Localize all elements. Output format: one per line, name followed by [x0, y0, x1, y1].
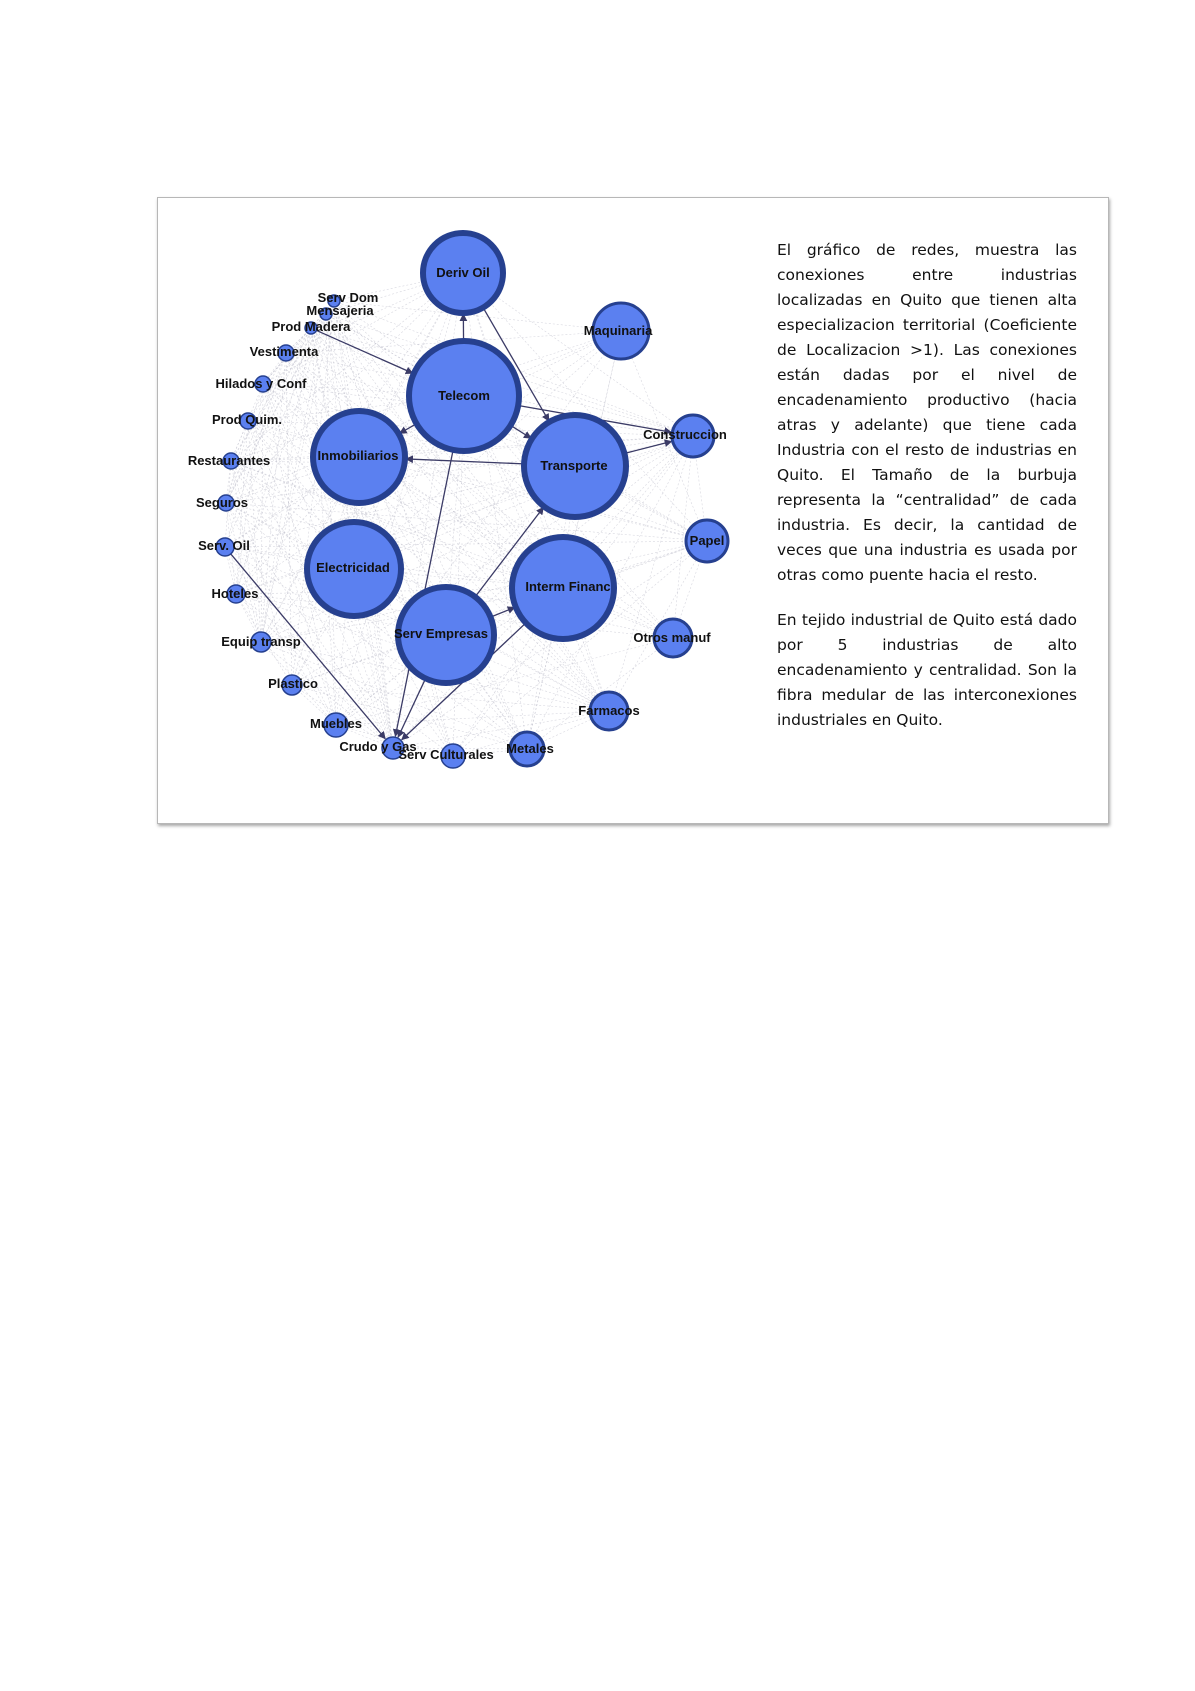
node-label-metales: Metales — [506, 741, 554, 756]
edge-seguros-equip_transp — [226, 503, 261, 642]
strong-edge-transporte-construccion — [624, 441, 671, 453]
node-label-farmacos: Farmacos — [578, 703, 640, 718]
node-label-serv_culturales: Serv Culturales — [398, 747, 494, 762]
node-label-papel: Papel — [689, 533, 725, 548]
description-paragraph-1: El gráfico de redes, muestra las conexiones entre industrias localizadas en Quito que tienen alta especializacion territorial (Coeficiente de Localizacion >1). Las conexiones están dadas por el nivel de encadenamiento productivo (hacia atras y adelante) que tiene cada Industria con el resto de industrias en Quito. El Tamaño de la burbuja representa la “centralidad” de cada industria. Es decir, la cantidad de veces que una industria es usada por otras como puente hacia el resto. — [777, 241, 1077, 584]
strong-edge-telecom-transporte — [511, 425, 531, 438]
node-label-plastico: Plastico — [268, 676, 318, 691]
strong-edge-transporte-inmobiliarios — [406, 459, 524, 464]
figure-card — [157, 197, 1109, 824]
node-label-seguros: Seguros — [195, 495, 249, 510]
description-text — [777, 238, 1077, 753]
node-label-construccion: Construccion — [643, 427, 727, 442]
description-paragraph-2: En tejido industrial de Quito está dado por 5 industrias de alto encadenamiento y centralidad. Son la fibra medular de las interconexiones industriales en Quito. — [777, 611, 1077, 729]
node-label-interm_financ: Interm Financ — [525, 579, 611, 594]
node-label-hoteles: Hoteles — [211, 586, 259, 601]
node-label-restaurantes: Restaurantes — [187, 453, 271, 468]
node-label-prod_madera: Prod Madera — [271, 319, 351, 334]
node-label-telecom: Telecom — [438, 388, 490, 403]
node-label-muebles: Muebles — [309, 716, 363, 731]
node-label-serv_dom: Serv Dom — [317, 290, 379, 305]
node-label-mensajeria: Mensajeria — [306, 303, 374, 318]
node-label-transporte: Transporte — [540, 458, 608, 473]
node-label-otros_manuf: Otros manuf — [633, 630, 711, 645]
node-label-crudo_gas: Crudo y Gas — [339, 739, 417, 754]
edge-vestimenta-equip_transp — [261, 353, 286, 642]
node-label-inmobiliarios: Inmobiliarios — [317, 448, 399, 463]
edge-seguros-papel — [226, 503, 707, 541]
node-label-prod_quim: Prod Quim. — [211, 412, 283, 427]
node-label-deriv_oil: Deriv Oil — [436, 265, 490, 280]
node-label-serv_empresas: Serv Empresas — [394, 626, 488, 641]
node-label-vestimenta: Vestimenta — [249, 344, 319, 359]
strong-edge-serv_empresas-interm_financ — [491, 607, 515, 617]
node-label-maquinaria: Maquinaria — [583, 323, 653, 338]
node-label-hilados: Hilados y Conf — [215, 376, 307, 391]
node-label-electricidad: Electricidad — [316, 560, 390, 575]
node-label-equip_transp: Equip transp — [221, 634, 301, 649]
industry-network-graph — [158, 198, 778, 824]
node-label-serv_oil: Serv. Oil — [198, 538, 250, 553]
